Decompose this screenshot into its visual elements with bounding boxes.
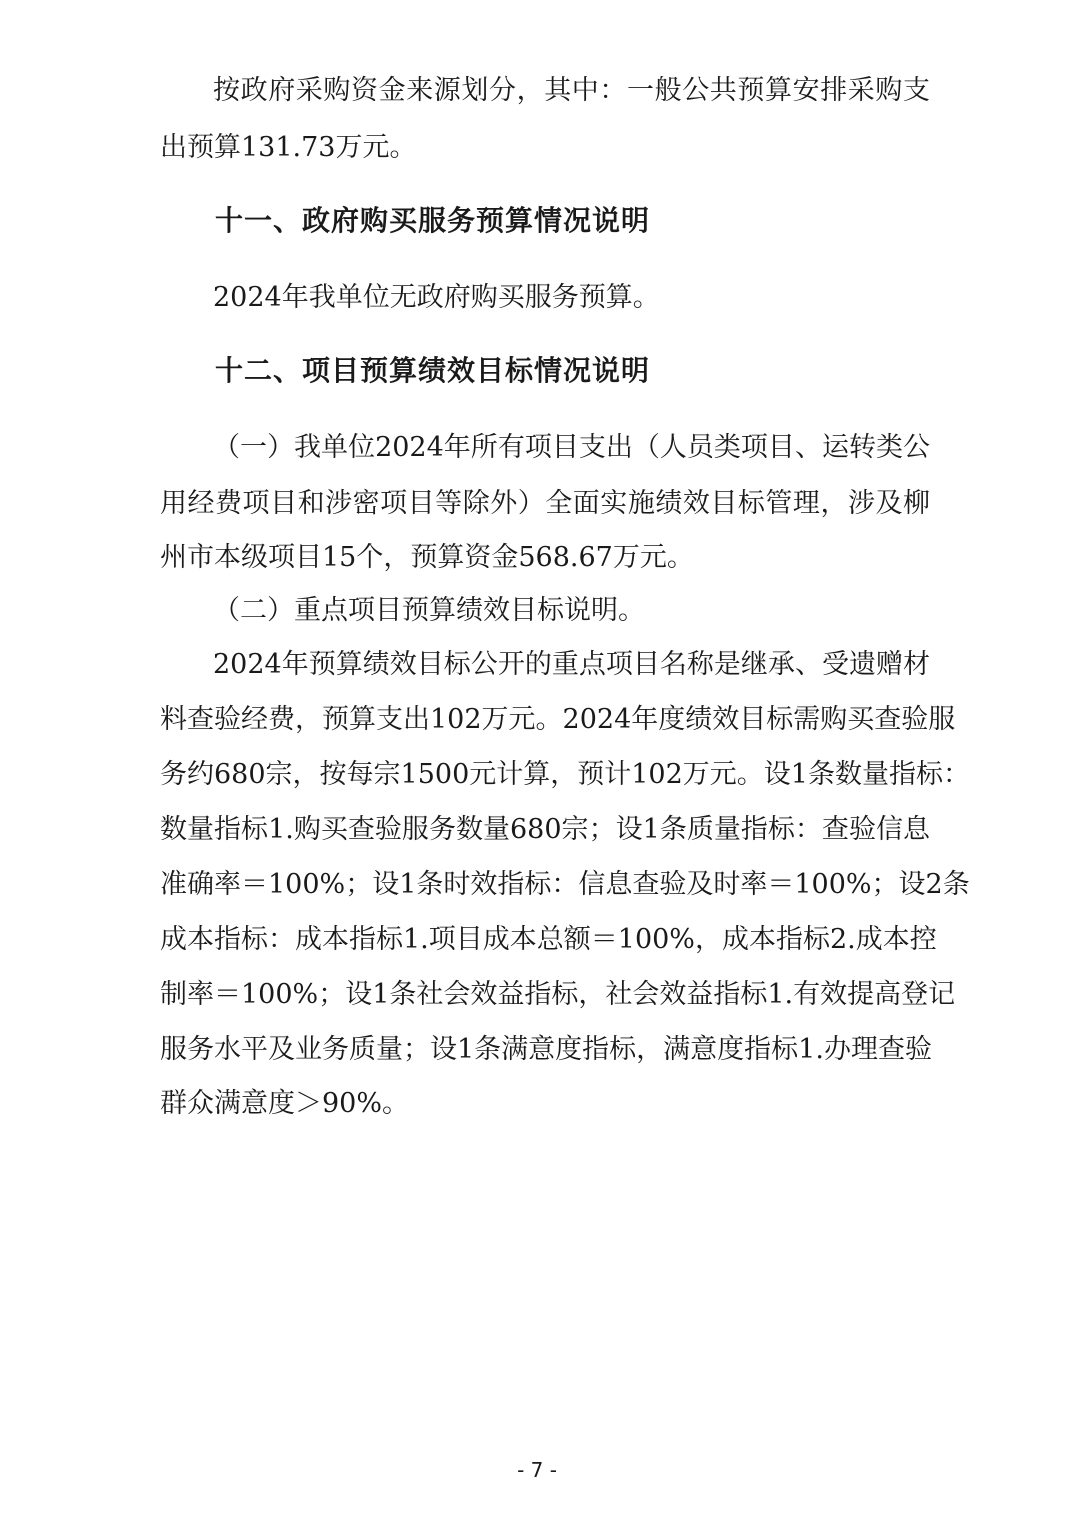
- paragraph-5-line-7: 制率＝100%；设1条社会效益指标，社会效益指标1.有效提高登记: [160, 979, 956, 1010]
- paragraph-5-line-3: 务约680宗，按每宗1500元计算，预计102万元。设1条数量指标：: [160, 759, 970, 790]
- paragraph-5-line-4: 数量指标1.购买查验服务数量680宗；设1条质量指标：查验信息: [160, 814, 930, 845]
- paragraph-3-line-2: 用经费项目和涉密项目等除外）全面实施绩效目标管理，涉及柳: [160, 488, 930, 519]
- paragraph-5-line-5: 准确率＝100%；设1条时效指标：信息查验及时率＝100%；设2条: [160, 869, 970, 900]
- paragraph-5-line-9: 群众满意度＞90%。: [160, 1088, 410, 1119]
- paragraph-2-line-1: 2024年我单位无政府购买服务预算。: [213, 282, 660, 313]
- section-heading-11: 十一、政府购买服务预算情况说明: [215, 204, 651, 237]
- page-number: - 7 -: [517, 1458, 557, 1482]
- paragraph-5-line-1: 2024年预算绩效目标公开的重点项目名称是继承、受遗赠材: [213, 649, 930, 680]
- paragraph-4-line-1: （二）重点项目预算绩效目标说明。: [213, 595, 645, 626]
- paragraph-1-line-1: 按政府采购资金来源划分，其中：一般公共预算安排采购支: [213, 75, 930, 106]
- section-heading-12: 十二、项目预算绩效目标情况说明: [215, 354, 651, 387]
- paragraph-1-line-2: 出预算131.73万元。: [160, 132, 417, 163]
- paragraph-5-line-8: 服务水平及业务质量；设1条满意度指标，满意度指标1.办理查验: [160, 1034, 932, 1065]
- paragraph-3-line-1: （一）我单位2024年所有项目支出（人员类项目、运转类公: [213, 432, 930, 463]
- paragraph-5-line-2: 料查验经费，预算支出102万元。2024年度绩效目标需购买查验服: [160, 704, 956, 735]
- paragraph-5-line-6: 成本指标：成本指标1.项目成本总额＝100%，成本指标2.成本控: [160, 924, 937, 955]
- paragraph-3-line-3: 州市本级项目15个，预算资金568.67万元。: [160, 542, 694, 573]
